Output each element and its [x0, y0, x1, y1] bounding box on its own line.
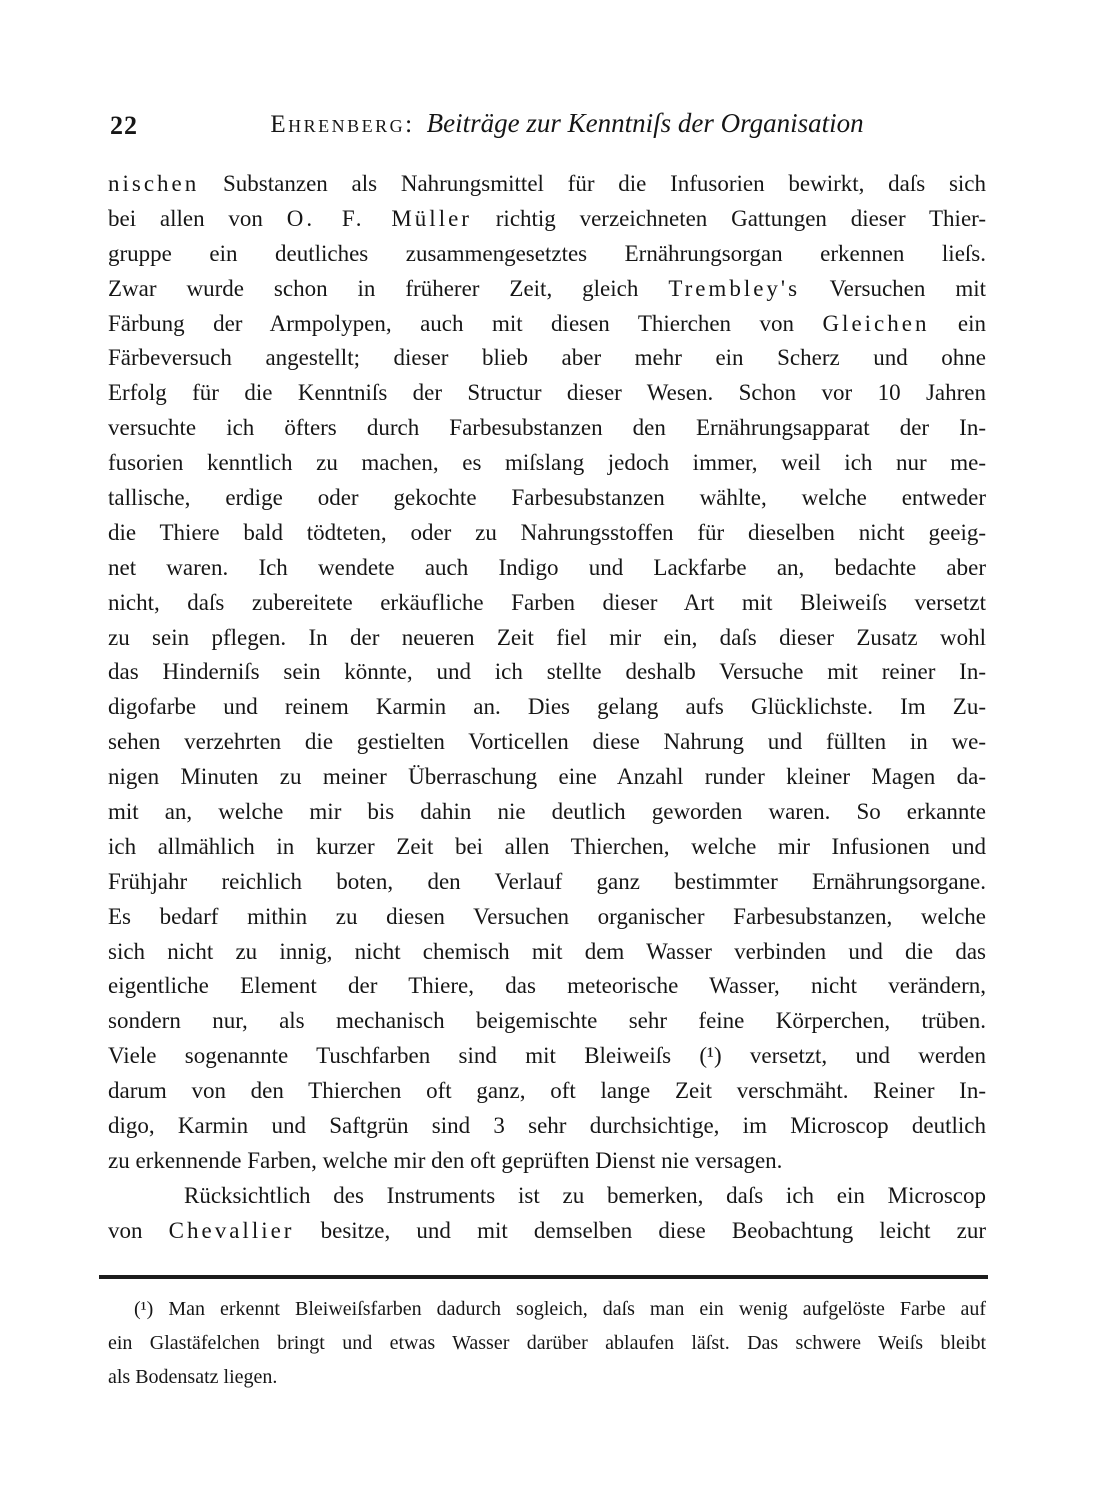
text-line: Färbung der Armpolypen, auch mit diesen Thierchen von Gleichen ein	[108, 310, 986, 336]
text-line: darum von den Thierchen oft ganz, oft lange Zeit verschmäht. Reiner In-	[108, 1078, 986, 1104]
footnote	[108, 1292, 986, 1394]
text-line: sich nicht zu innig, nicht chemisch mit dem Wasser verbinden und die das	[108, 938, 986, 964]
text-line: Erfolg für die Kenntniſs der Structur dieser Wesen. Schon vor 10 Jahren	[108, 380, 986, 406]
text-line: nigen Minuten zu meiner Überraschung eine Anzahl runder kleiner Magen da-	[108, 764, 986, 790]
text-line: (¹) Man erkennt Bleiweiſsfarben dadurch sogleich, daſs man ein wenig aufgelöste Farbe auf	[134, 1298, 986, 1320]
text-line: eigentliche Element der Thiere, das meteorische Wasser, nicht verändern,	[108, 973, 986, 999]
text-line: Frühjahr reichlich boten, den Verlauf ganz bestimmter Ernährungsorgane.	[108, 868, 986, 894]
text-line: fusorien kenntlich zu machen, es miſslang jedoch immer, weil ich nur me-	[108, 450, 986, 476]
text-line: das Hinderniſs sein könnte, und ich stellte deshalb Versuche mit reiner In-	[108, 659, 986, 685]
text-line: bei allen von O. F. Müller richtig verzeichneten Gattungen dieser Thier-	[108, 205, 986, 231]
text-line: von Chevallier besitze, und mit demselben diese Beobachtung leicht zur	[108, 1217, 986, 1243]
running-head-title: Beiträge zur Kenntniſs der Organisation	[426, 108, 864, 138]
footnote-divider	[99, 1275, 988, 1279]
running-head	[108, 108, 986, 148]
text-line: zu erkennende Farben, welche mir den oft geprüften Dienst nie versagen.	[108, 1147, 783, 1173]
page-number: 22	[110, 111, 138, 140]
text-line: ich allmählich in kurzer Zeit bei allen Thierchen, welche mir Infusionen und	[108, 833, 986, 859]
text-line: die Thiere bald tödteten, oder zu Nahrungsstoffen für dieselben nicht geeig-	[108, 519, 986, 545]
running-head-author: Ehrenberg:	[270, 111, 415, 138]
text-line: gruppe ein deutliches zusammengesetztes Ernährungsorgan erkennen lieſs.	[108, 240, 986, 266]
text-line: Färbeversuch angestellt; dieser blieb aber mehr ein Scherz und ohne	[108, 345, 986, 371]
running-head-center	[108, 108, 986, 139]
text-line: digo, Karmin und Saftgrün sind 3 sehr durchsichtige, im Microscop deutlich	[108, 1113, 986, 1139]
text-line: mit an, welche mir bis dahin nie deutlich geworden waren. So erkannte	[108, 799, 986, 825]
text-line: Es bedarf mithin zu diesen Versuchen organischer Farbesubstanzen, welche	[108, 903, 986, 929]
text-line: Zwar wurde schon in früherer Zeit, gleich Trembley's Versuchen mit	[108, 275, 986, 301]
text-line: sehen verzehrten die gestielten Vorticellen diese Nahrung und füllten in we-	[108, 729, 986, 755]
text-line: als Bodensatz liegen.	[108, 1366, 278, 1388]
text-line: Viele sogenannte Tuschfarben sind mit Bleiweiſs (¹) versetzt, und werden	[108, 1043, 986, 1069]
text-line: tallische, erdige oder gekochte Farbesubstanzen wählte, welche entweder	[108, 485, 986, 511]
text-line: net waren. Ich wendete auch Indigo und Lackfarbe an, bedachte aber	[108, 554, 986, 580]
text-line: digofarbe und reinem Karmin an. Dies gelang aufs Glücklichste. Im Zu-	[108, 694, 986, 720]
text-line: nischen Substanzen als Nahrungsmittel für die Infusorien bewirkt, daſs sich	[108, 171, 986, 196]
text-line: Rücksichtlich des Instruments ist zu bemerken, daſs ich ein Microscop	[184, 1182, 986, 1208]
body-text	[108, 167, 986, 1249]
text-line: ein Glastäfelchen bringt und etwas Wasser darüber ablaufen läſst. Das schwere Weiſs bleibt	[108, 1332, 986, 1354]
text-line: versuchte ich öfters durch Farbesubstanzen den Ernährungsapparat der In-	[108, 415, 986, 441]
text-line: zu sein pflegen. In der neueren Zeit fiel mir ein, daſs dieser Zusatz wohl	[108, 624, 986, 650]
text-line: sondern nur, als mechanisch beigemischte sehr feine Körperchen, trüben.	[108, 1008, 986, 1034]
text-line: nicht, daſs zubereitete erkäufliche Farben dieser Art mit Bleiweiſs versetzt	[108, 589, 986, 615]
